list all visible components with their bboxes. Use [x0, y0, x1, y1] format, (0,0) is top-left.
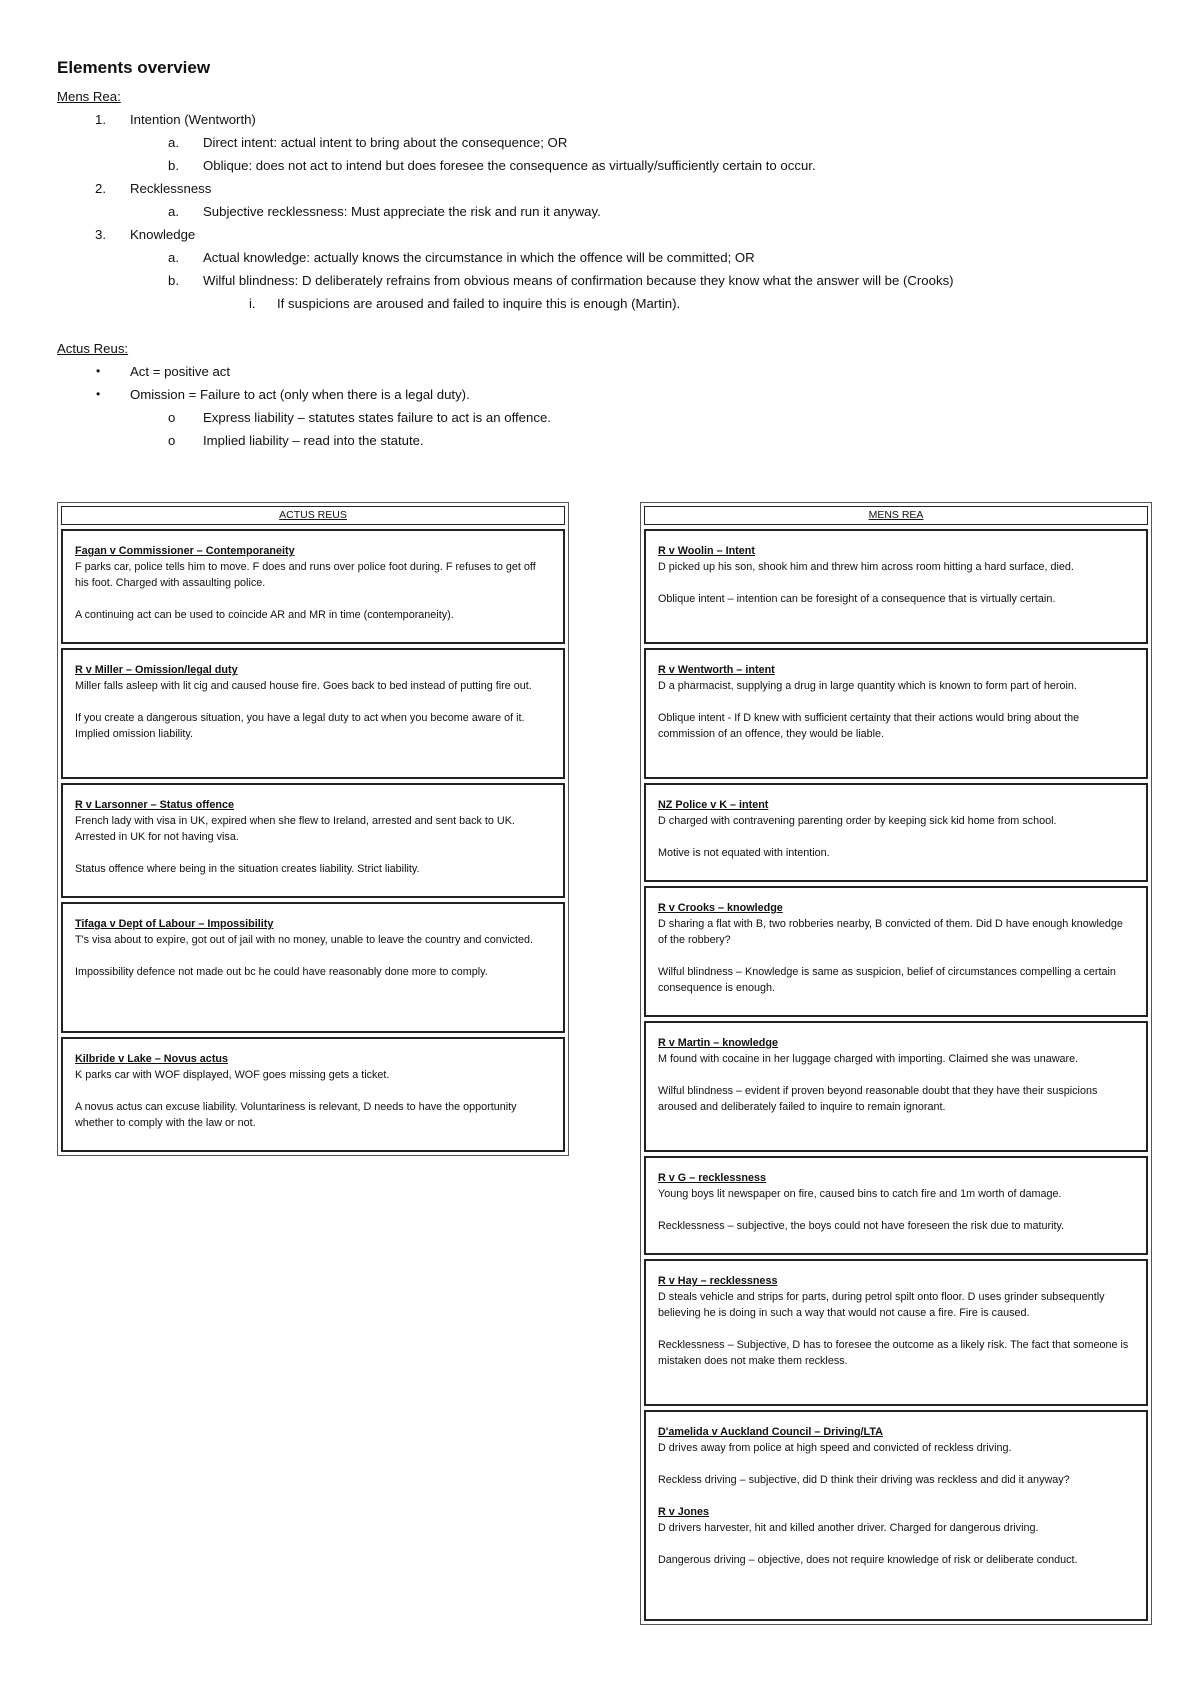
list-item-text: If suspicions are aroused and failed to inquire this is enough (Martin). [277, 296, 681, 311]
case-cell [61, 1037, 565, 1152]
list-item-text: Direct intent: actual intent to bring about the consequence; OR [203, 135, 568, 150]
case-principle: Oblique intent – intention can be foresight of a consequence that is virtually certain. [658, 593, 1056, 605]
case-principle: Recklessness – Subjective, D has to foresee the outcome as a likely risk. The fact that someone is mistaken does not make them reckless. [658, 1339, 1129, 1367]
list-item: 1. Intention (Wentworth) [57, 108, 1157, 131]
list-item-text: Subjective recklessness: Must appreciate the risk and run it anyway. [203, 204, 601, 219]
list-item: a. Actual knowledge: actually knows the circumstance in which the offence will be committed; OR [57, 246, 1157, 269]
mens-rea-table [640, 502, 1152, 1625]
list-item-text: Act = positive act [130, 364, 231, 379]
case-principle: Dangerous driving – objective, does not require knowledge of risk or deliberate conduct. [658, 1554, 1078, 1566]
case-title: R v Larsonner – Status offence [75, 799, 234, 811]
case-cell [61, 902, 565, 1033]
list-item: 2. Recklessness [57, 177, 1157, 200]
list-item-text: Oblique: does not act to intend but does foresee the consequence as virtually/sufficiently certain to occur. [203, 158, 816, 173]
case-cell [644, 648, 1148, 779]
case-title: R v Woolin – Intent [658, 545, 755, 557]
case-title: Tifaga v Dept of Labour – Impossibility [75, 918, 274, 930]
case-facts: F parks car, police tells him to move. F does and runs over police foot during. F refuses to get off his foot. Charged with assaulting police. [75, 561, 536, 589]
table-header: ACTUS REUS [61, 506, 565, 525]
list-item [57, 406, 1157, 429]
list-item-text: Implied liability – read into the statute. [203, 433, 424, 448]
case-title: R v Jones [658, 1506, 710, 1518]
case-facts: Miller falls asleep with lit cig and caused house fire. Goes back to bed instead of putting fire out. [75, 680, 532, 692]
list-item [57, 360, 1157, 383]
list-item-text: Actual knowledge: actually knows the circumstance in which the offence will be committed; OR [203, 250, 755, 265]
case-title: R v Hay – recklessness [658, 1275, 778, 1287]
case-cell [644, 529, 1148, 644]
table-header: MENS REA [644, 506, 1148, 525]
case-facts: D steals vehicle and strips for parts, during petrol spilt onto floor. D uses grinder subsequently believing he is doing in such a way that would not cause a fire. Fire is caused. [658, 1291, 1105, 1319]
case-cell [644, 1021, 1148, 1152]
bullet-icon: • [96, 387, 101, 401]
case-facts: French lady with visa in UK, expired when she flew to Ireland, arrested and sent back to UK. Arrested in UK for not having visa. [75, 815, 515, 843]
case-cell [644, 886, 1148, 1017]
case-title: Kilbride v Lake – Novus actus [75, 1053, 229, 1065]
case-facts: D drivers harvester, hit and killed another driver. Charged for dangerous driving. [658, 1522, 1039, 1534]
case-title: NZ Police v K – intent [658, 799, 769, 811]
case-facts: D drives away from police at high speed and convicted of reckless driving. [658, 1442, 1012, 1454]
list-item-text: Omission = Failure to act (only when there is a legal duty). [130, 387, 470, 402]
case-principle: Reckless driving – subjective, did D think their driving was reckless and did it anyway? [658, 1474, 1070, 1486]
case-title: R v Wentworth – intent [658, 664, 775, 676]
document-title: Elements overview [57, 58, 211, 77]
case-cell [61, 529, 565, 644]
list-item: i. If suspicions are aroused and failed to inquire this is enough (Martin). [57, 292, 1157, 315]
actus-reus-table [57, 502, 569, 1156]
circle-bullet-icon: o [168, 410, 176, 425]
case-cell [61, 648, 565, 779]
list-item: a. Direct intent: actual intent to bring about the consequence; OR [57, 131, 1157, 154]
case-facts: D charged with contravening parenting order by keeping sick kid home from school. [658, 815, 1057, 827]
case-facts: M found with cocaine in her luggage charged with importing. Claimed she was unaware. [658, 1053, 1079, 1065]
case-principle: Status offence where being in the situation creates liability. Strict liability. [75, 863, 420, 875]
case-principle: Motive is not equated with intention. [658, 847, 830, 859]
list-item [57, 429, 1157, 452]
case-cell [644, 1410, 1148, 1621]
list-item: b. Wilful blindness: D deliberately refrains from obvious means of confirmation because they know what the answer will be (Crooks) [57, 269, 1157, 292]
case-cell [644, 783, 1148, 882]
list-item-text: Wilful blindness: D deliberately refrains from obvious means of confirmation because they know what the answer will be (Crooks) [203, 273, 954, 288]
case-principle: Wilful blindness – evident if proven beyond reasonable doubt that they have their suspicions aroused and deliberately failed to inquire to remain ignorant. [658, 1085, 1098, 1113]
list-item [57, 383, 1157, 406]
case-principle: Wilful blindness – Knowledge is same as suspicion, belief of circumstances compelling a certain consequence is enough. [658, 966, 1116, 994]
case-facts: T's visa about to expire, got out of jail with no money, unable to leave the country and convicted. [75, 934, 533, 946]
case-title: R v Miller – Omission/legal duty [75, 664, 238, 676]
case-title: D'amelida v Auckland Council – Driving/LTA [658, 1426, 883, 1438]
case-title: Fagan v Commissioner – Contemporaneity [75, 545, 295, 557]
circle-bullet-icon: o [168, 433, 176, 448]
elements-outline [57, 86, 1157, 452]
case-principle: Impossibility defence not made out bc he could have reasonably done more to comply. [75, 966, 488, 978]
case-title: R v Crooks – knowledge [658, 902, 783, 914]
case-facts: Young boys lit newspaper on fire, caused bins to catch fire and 1m worth of damage. [658, 1188, 1062, 1200]
case-principle: A continuing act can be used to coincide AR and MR in time (contemporaneity). [75, 609, 454, 621]
case-cell [644, 1259, 1148, 1406]
case-cell [644, 1156, 1148, 1255]
case-principle: Recklessness – subjective, the boys could not have foreseen the risk due to maturity. [658, 1220, 1065, 1232]
list-item-text: Intention (Wentworth) [130, 112, 256, 127]
case-facts: D sharing a flat with B, two robberies nearby, B convicted of them. Did D have enough knowledge of the robbery? [658, 918, 1123, 946]
list-item-text: Knowledge [130, 227, 196, 242]
list-item-text: Recklessness [130, 181, 212, 196]
case-facts: K parks car with WOF displayed, WOF goes missing gets a ticket. [75, 1069, 390, 1081]
case-principle: If you create a dangerous situation, you have a legal duty to act when you become aware of it. Implied omission liability. [75, 712, 525, 740]
list-item: b. Oblique: does not act to intend but does foresee the consequence as virtually/sufficiently certain to occur. [57, 154, 1157, 177]
list-item-text: Express liability – statutes states failure to act is an offence. [203, 410, 551, 425]
case-facts: D a pharmacist, supplying a drug in large quantity which is known to form part of heroin. [658, 680, 1077, 692]
case-cell [61, 783, 565, 898]
list-item: 3. Knowledge [57, 223, 1157, 246]
case-title: R v G – recklessness [658, 1172, 767, 1184]
case-principle: A novus actus can excuse liability. Voluntariness is relevant, D needs to have the opportunity whether to comply with the law or not. [75, 1101, 517, 1129]
list-item: a. Subjective recklessness: Must appreciate the risk and run it anyway. [57, 200, 1157, 223]
case-title: R v Martin – knowledge [658, 1037, 778, 1049]
case-principle: Oblique intent - If D knew with sufficient certainty that their actions would bring about the commission of an offence, they would be liable. [658, 712, 1080, 740]
actus-reus-heading: Actus Reus: [57, 341, 129, 356]
bullet-icon: • [96, 364, 101, 378]
case-facts: D picked up his son, shook him and threw him across room hitting a hard surface, died. [658, 561, 1074, 573]
mens-rea-heading: Mens Rea: [57, 89, 121, 104]
